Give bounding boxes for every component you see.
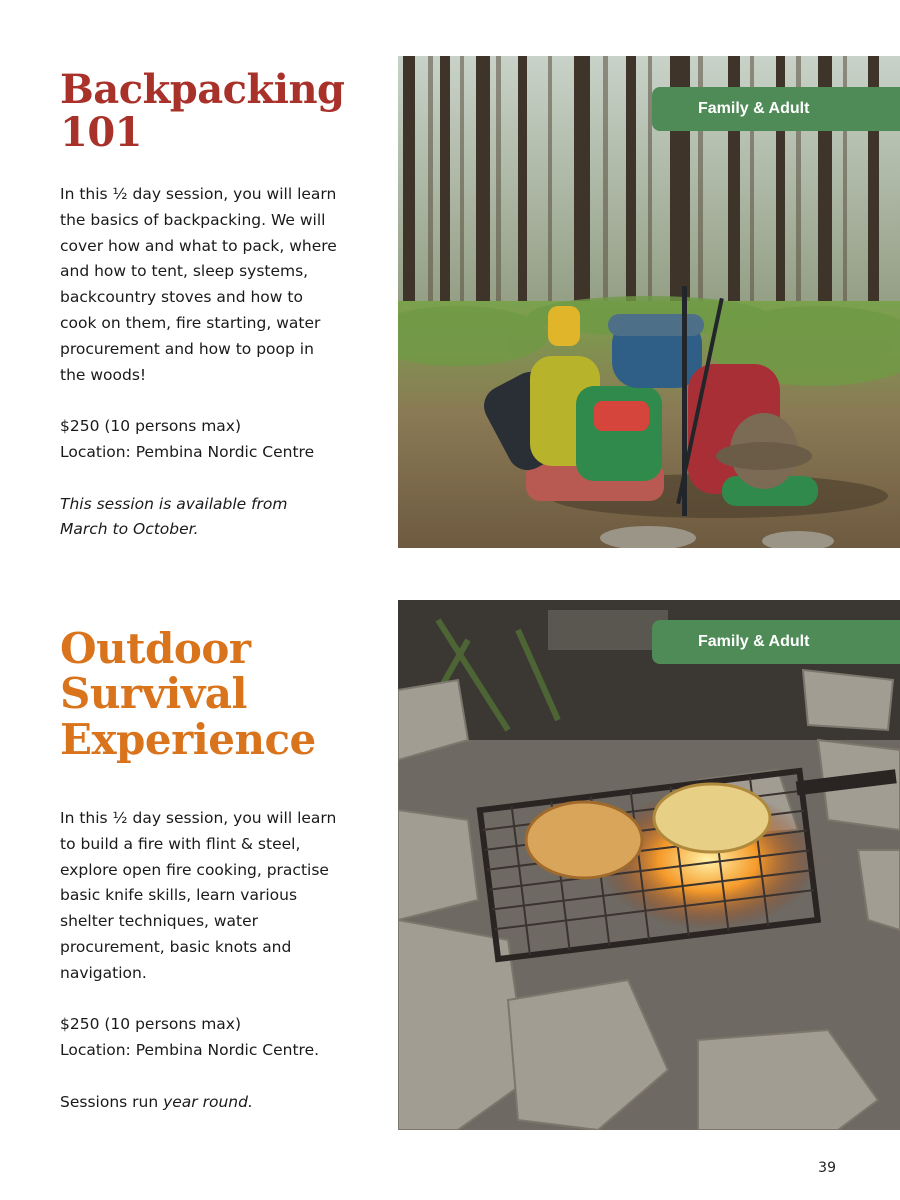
description-line: In this ½ day session, you will learn	[60, 185, 337, 203]
backpacking-location: Location: Pembina Nordic Centre	[60, 442, 315, 461]
description-line: cover how and what to pack, where	[60, 236, 337, 255]
description-line: navigation.	[60, 963, 147, 982]
description-line: the woods!	[60, 365, 147, 384]
description-line: and how to tent, sleep systems,	[60, 262, 309, 281]
backpacking-title	[60, 66, 345, 157]
survival-audience-badge: Family & Adult	[652, 620, 900, 664]
backpacking-title-line2: 101	[60, 109, 142, 157]
page-number: 39	[818, 1160, 836, 1176]
survival-title-line2: Survival	[60, 669, 247, 719]
description-line: procurement and how to poop in	[60, 339, 314, 358]
survival-photo	[398, 600, 900, 1130]
survival-title-line1: Outdoor	[60, 624, 251, 673]
description-line: the basics of backpacking. We will	[60, 210, 326, 229]
survival-body	[60, 806, 370, 1116]
survival-location: Location: Pembina Nordic Centre.	[60, 1041, 320, 1060]
survival-price: $250 (10 persons max)	[60, 1015, 242, 1034]
survival-sessions	[60, 1090, 370, 1116]
survival-sessions-prefix: Sessions run	[60, 1092, 164, 1111]
description-line: cook on them, fire starting, water	[60, 313, 321, 332]
description-line: In this ½ day session, you will learn	[60, 809, 337, 827]
backpacking-body	[60, 182, 370, 543]
campfire-grill-illustration	[398, 600, 900, 1130]
backpacking-audience-badge: Family & Adult	[652, 87, 900, 131]
survival-title-line3: Experience	[60, 714, 316, 764]
description-line: procurement, basic knots and	[60, 937, 292, 956]
description-line: backcountry stoves and how to	[60, 288, 303, 307]
description-line: basic knife skills, learn various	[60, 886, 298, 905]
backpacking-availability-line2: March to October.	[60, 520, 199, 539]
survival-title	[60, 626, 316, 762]
description-line: explore open fire cooking, practise	[60, 860, 329, 879]
survival-sessions-emphasis: year round.	[163, 1092, 253, 1111]
survival-section	[0, 590, 900, 1150]
backpacking-availability-line1: This session is available from	[60, 494, 288, 513]
description-line: shelter techniques, water	[60, 912, 259, 931]
backpacking-title-line1: Backpacking	[60, 66, 345, 113]
description-line: to build a fire with flint & steel,	[60, 834, 301, 853]
backpacking-price: $250 (10 persons max)	[60, 417, 242, 436]
